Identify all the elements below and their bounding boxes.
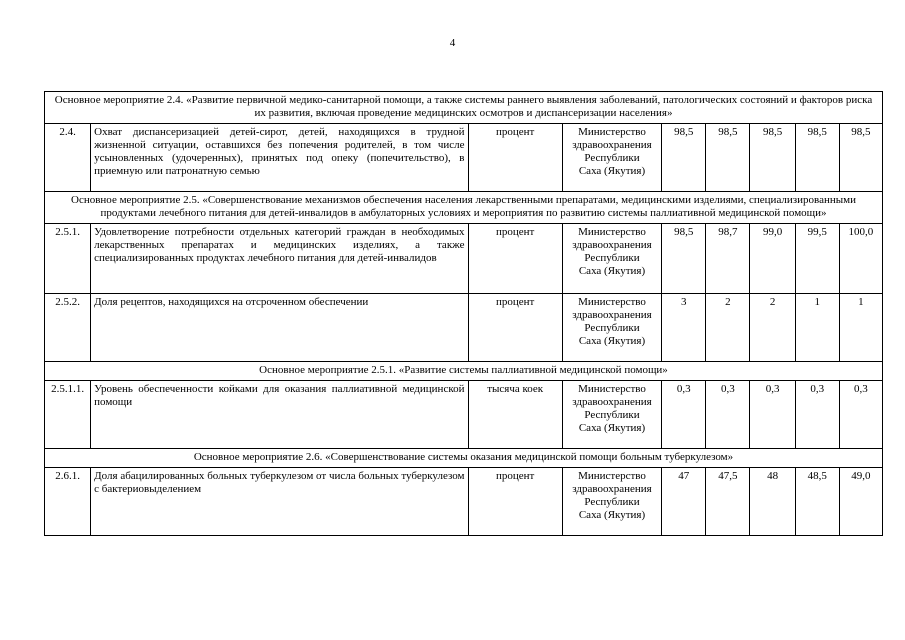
- table-row: [45, 224, 883, 294]
- unit-cell: процент: [468, 468, 562, 536]
- section-title: Основное мероприятие 2.5. «Совершенствование механизмов обеспечения населения лекарственными препаратами, медицинскими изделиями, специализированными продуктами лечебного питания для детей-инвалидов в амбулаторных условиях и мероприятия по развитию системы паллиативной медицинской помощи»: [45, 192, 883, 224]
- row-number: 2.4.: [45, 124, 91, 192]
- value-cell: 98,5: [750, 124, 795, 192]
- org-text: Министерство здравоохранения Республики Саха (Якутия): [572, 470, 652, 521]
- section-title: Основное мероприятие 2.5.1. «Развитие системы паллиативной медицинской помощи»: [45, 362, 883, 381]
- table-row: [45, 294, 883, 362]
- value-cell: 98,7: [706, 224, 750, 294]
- table-row: [45, 124, 883, 192]
- table-row: [45, 381, 883, 449]
- value-cell: 0,3: [750, 381, 795, 449]
- indicator-name: Удовлетворение потребности отдельных категорий граждан в необходимых лекарственных препаратах и медицинских изделиях, а также специализированных продуктах лечебного питания для детей-инвалидов: [91, 224, 468, 294]
- row-number: 2.5.2.: [45, 294, 91, 362]
- value-cell: 3: [662, 294, 706, 362]
- unit-cell: процент: [468, 124, 562, 192]
- org-text: Министерство здравоохранения Республики Саха (Якутия): [572, 296, 652, 347]
- indicator-name: Доля абацилированных больных туберкулезом от числа больных туберкулезом с бактериовыделением: [91, 468, 468, 536]
- row-number: 2.5.1.: [45, 224, 91, 294]
- value-cell: 0,3: [706, 381, 750, 449]
- indicator-name: Уровень обеспеченности койками для оказания паллиативной медицинской помощи: [91, 381, 468, 449]
- responsible-org: [562, 294, 661, 362]
- section-title: Основное мероприятие 2.6. «Совершенствование системы оказания медицинской помощи больным туберкулезом»: [45, 449, 883, 468]
- value-cell: 1: [839, 294, 882, 362]
- value-cell: 48,5: [795, 468, 839, 536]
- value-cell: 47: [662, 468, 706, 536]
- value-cell: 98,5: [795, 124, 839, 192]
- responsible-org: [562, 381, 661, 449]
- unit-cell: процент: [468, 224, 562, 294]
- section-row: [45, 192, 883, 224]
- row-number: 2.6.1.: [45, 468, 91, 536]
- indicator-name: Доля рецептов, находящихся на отсроченном обеспечении: [91, 294, 468, 362]
- value-cell: 0,3: [795, 381, 839, 449]
- value-cell: 49,0: [839, 468, 882, 536]
- org-text: Министерство здравоохранения Республики Саха (Якутия): [572, 226, 652, 277]
- indicator-name: Охват диспансеризацией детей-сирот, детей, находящихся в трудной жизненной ситуации, оставшихся без попечения родителей, в том числе усыновленных (удочеренных), принятых под опеку (попечительство), в приемную или патронатную семью: [91, 124, 468, 192]
- value-cell: 2: [706, 294, 750, 362]
- value-cell: 98,5: [662, 124, 706, 192]
- section-title: Основное мероприятие 2.4. «Развитие первичной медико-санитарной помощи, а также системы раннего выявления заболеваний, патологических состояний и факторов риска их развития, включая проведение медицинских осмотров и диспансеризации населения»: [45, 92, 883, 124]
- table-row: [45, 468, 883, 536]
- section-row: [45, 92, 883, 124]
- value-cell: 47,5: [706, 468, 750, 536]
- value-cell: 0,3: [839, 381, 882, 449]
- value-cell: 2: [750, 294, 795, 362]
- org-text: Министерство здравоохранения Республики Саха (Якутия): [572, 383, 652, 434]
- unit-cell: процент: [468, 294, 562, 362]
- value-cell: 100,0: [839, 224, 882, 294]
- section-row: [45, 449, 883, 468]
- value-cell: 98,5: [706, 124, 750, 192]
- page-number: 4: [449, 37, 456, 49]
- responsible-org: [562, 468, 661, 536]
- unit-cell: тысяча коек: [468, 381, 562, 449]
- row-number: 2.5.1.1.: [45, 381, 91, 449]
- responsible-org: [562, 124, 661, 192]
- value-cell: 99,5: [795, 224, 839, 294]
- responsible-org: [562, 224, 661, 294]
- value-cell: 0,3: [662, 381, 706, 449]
- section-row: [45, 362, 883, 381]
- value-cell: 98,5: [662, 224, 706, 294]
- value-cell: 48: [750, 468, 795, 536]
- org-text: Министерство здравоохранения Республики Саха (Якутия): [572, 126, 652, 177]
- value-cell: 98,5: [839, 124, 882, 192]
- value-cell: 1: [795, 294, 839, 362]
- indicators-table: [44, 91, 883, 536]
- value-cell: 99,0: [750, 224, 795, 294]
